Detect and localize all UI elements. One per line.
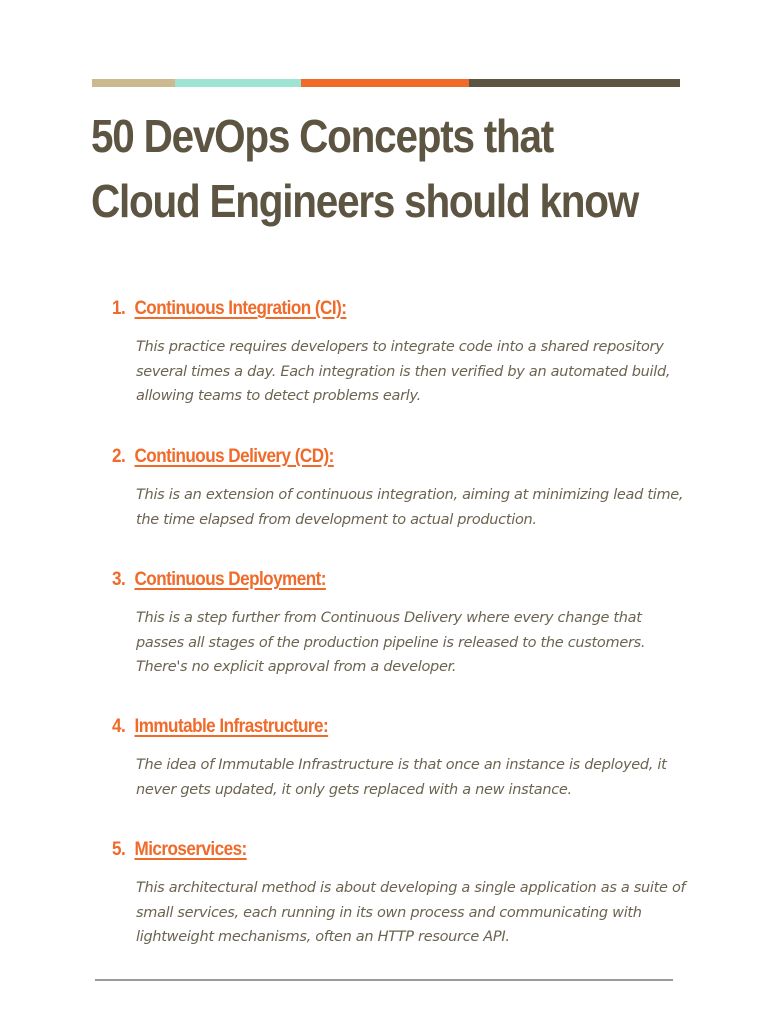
concept-description: This is an extension of continuous integration, aiming at minimizing lead time, the time elapsed from development to actual production. (136, 487, 684, 528)
concept-title-link[interactable]: Microservices: (134, 839, 247, 860)
concept-number: 5. (112, 839, 126, 860)
concept-heading[interactable] (112, 715, 328, 739)
concept-number: 2. (112, 446, 126, 467)
concept-heading[interactable] (112, 568, 326, 592)
concept-description: The idea of Immutable Infrastructure is that once an instance is deployed, it never gets updated, it only gets replaced with a new instance. (136, 757, 667, 798)
concept-number: 3. (112, 569, 126, 590)
concept-number: 4. (112, 716, 126, 737)
concept-title-link[interactable]: Continuous Delivery (CD): (134, 446, 334, 467)
concept-heading[interactable] (112, 445, 334, 469)
concept-description: This practice requires developers to integrate code into a shared repository several times a day. Each integration is then verified by an automated build, allowing teams to detect problems early. (136, 339, 671, 404)
concept-number: 1. (112, 298, 126, 319)
concept-title-link[interactable]: Continuous Deployment: (134, 569, 326, 590)
concept-heading[interactable] (112, 838, 247, 862)
concept-title-link[interactable]: Continuous Integration (CI): (134, 298, 347, 319)
concept-description: This architectural method is about developing a single application as a suite of small services, each running in its own process and communicating with lightweight mechanisms, often an HTTP resource API. (136, 880, 686, 945)
bottom-divider (95, 979, 673, 981)
concept-description: This is a step further from Continuous Delivery where every change that passes all stages of the production pipeline is released to the customers. There's no explicit approval from a developer. (136, 610, 646, 675)
page-title-line-2: Cloud Engineers should know (91, 175, 638, 227)
concept-heading[interactable] (112, 297, 346, 321)
page-title-line-1: 50 DevOps Concepts that (91, 110, 554, 162)
concept-title-link[interactable]: Immutable Infrastructure: (134, 716, 329, 737)
